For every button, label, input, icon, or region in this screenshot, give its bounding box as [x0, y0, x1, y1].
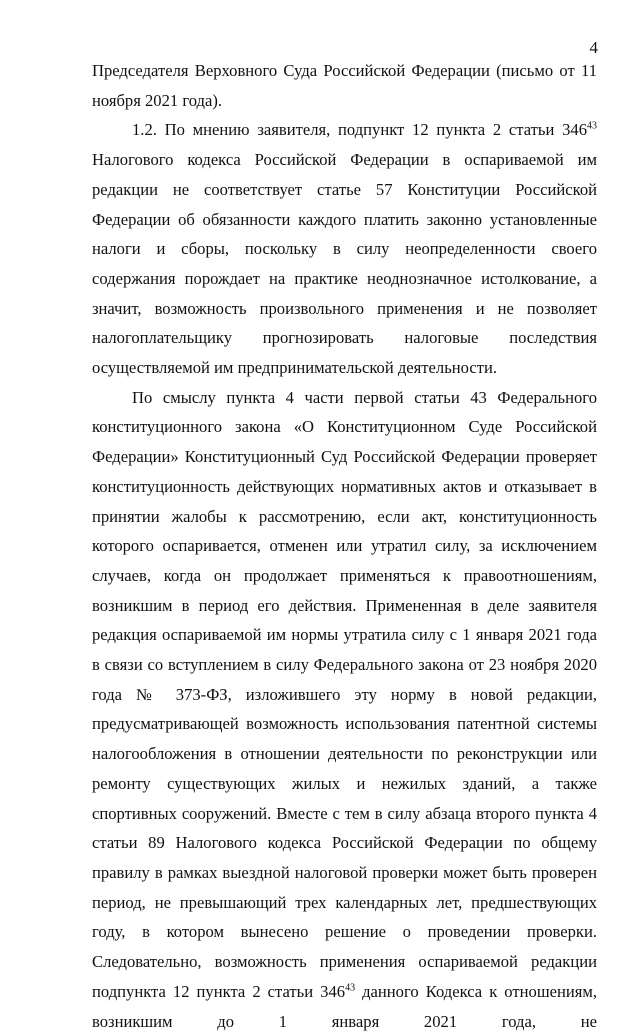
document-body — [92, 56, 597, 1036]
article-superscript: 43 — [345, 982, 356, 994]
paragraph-continuation: Председателя Верховного Суда Российской Федерации (письмо от 11 ноября 2021 года). — [92, 61, 597, 110]
article-superscript: 43 — [587, 120, 597, 132]
paragraph-1-2-text-start: 1.2. По мнению заявителя, подпункт 12 пункта 2 статьи 346 — [132, 120, 587, 140]
page-number: 4 — [589, 38, 598, 57]
paragraph-law-reference — [92, 383, 597, 1036]
paragraph-1-2 — [92, 115, 597, 382]
paragraph-law-reference-text-end: данного Кодекса к отношениям, возникшим до 1 января 2021 года, не — [92, 981, 598, 1031]
paragraph-1-2-text-end: Налогового кодекса Российской Федерации в оспариваемой им редакции не соответствует статье 57 Конституции Российской Федерации об обязанности каждого платить законно установленные налоги и сборы, поскольку в силу неопределенности своего содержания порождает на практике неоднозначное истолкование, а значит, возможность произвольного применения и не позволяет налогоплательщику прогнозировать налоговые последствия осуществляемой им предпринимательской деятельности. — [92, 150, 597, 378]
paragraph-law-reference-text-start: По смыслу пункта 4 части первой статьи 43 Федерального конституционного закона «О Конституционном Суде Российской Федерации» Конституционный Суд Российской Федерации проверяет конституционность действующих нормативных актов и отказывает в принятии жалобы к рассмотрению, если акт, конституционность которого оспаривается, отменен или утратил силу, за исключением случаев, когда он продолжает применяться к правоотношениям, возникшим в период его действия. Примененная в деле заявителя редакция оспариваемой им нормы утратила силу с 1 января 2021 года в связи со вступлением в силу Федерального закона от 23 ноября 2020 года № 373-ФЗ, изложившего эту норму в новой редакции, предусматривающей возможность использования патентной системы налогообложения в отношении деятельности по реконструкции или ремонту существующих жилых и нежилых зданий, а также спортивных сооружений. Вместе с тем в силу абзаца второго пункта 4 статьи 89 Налогового кодекса Российской Федерации по общему правилу в рамках выездной налоговой проверки может быть проверен период, не превышающий трех календарных лет, предшествующих году, в котором вынесено решение о проведении проверки. Следовательно, возможность применения оспариваемой редакции подпункта 12 пункта 2 статьи 346 — [92, 387, 597, 1001]
